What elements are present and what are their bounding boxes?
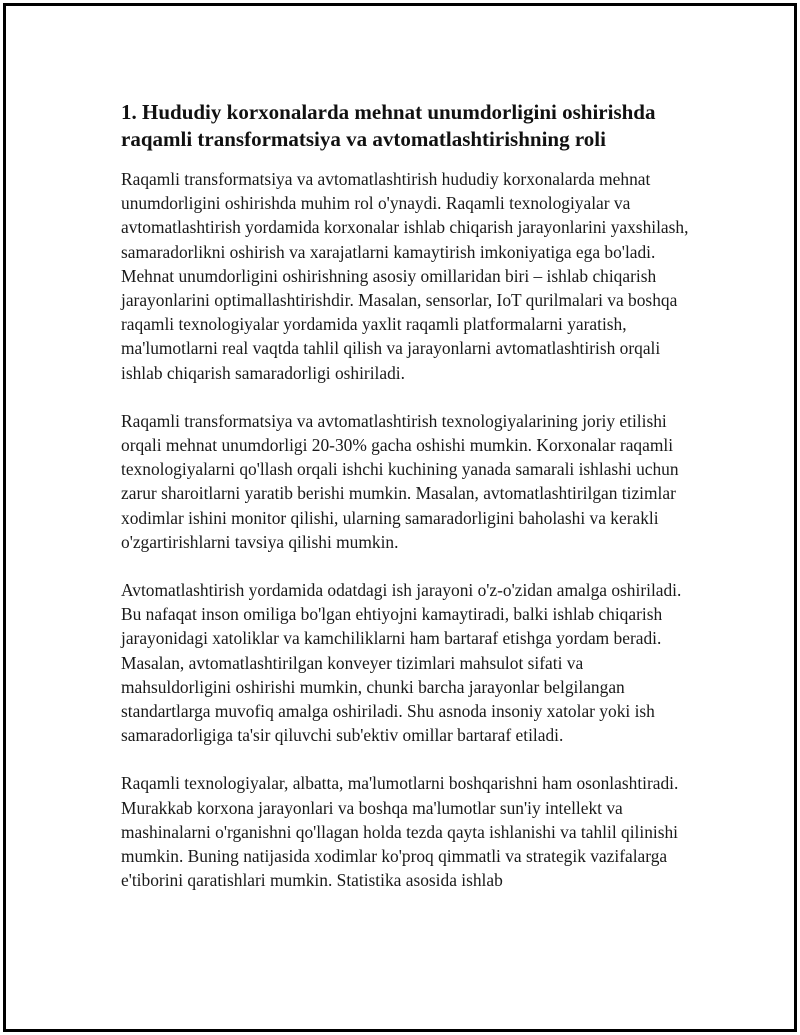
paragraph-2: Raqamli transformatsiya va avtomatlashtirish texnologiyalarining joriy etilishi orqali mehnat unumdorligi 20-30% gacha oshishi mumkin. Korxonalar raqamli texnologiyalarni qo'llash orqali ishchi kuchining yanada samarali ishlashi uchun zarur sharoitlarni yaratib berishi mumkin. Masalan, avtomatlashtirilgan tizimlar xodimlar ishini monitor qilishi, ularning samaradorligini baholashi va kerakli o'zgartirishlarni tavsiya qilishi mumkin. — [121, 410, 679, 552]
document-body — [121, 99, 696, 916]
paragraph-4: Raqamli texnologiyalar, albatta, ma'lumotlarni boshqarishni ham osonlashtiradi. Murakkab korxona jarayonlari va boshqa ma'lumotlar sun'iy intellekt va mashinalarni o'rganishni qo'llagan holda tezda qayta ishlanishi va tahlil qilinishi mumkin. Buning natijasida xodimlar ko'proq qimmatli va strategik vazifalarga e'tiborini qaratishlari mumkin. Statistika asosida ishlab — [121, 773, 679, 891]
paragraph-3: Avtomatlashtirish yordamida odatdagi ish jarayoni o'z-o'zidan amalga oshiriladi. Bu nafaqat inson omiliga bo'lgan ehtiyojni kamaytiradi, balki ishlab chiqarish jarayonidagi xatoliklar va kamchiliklarni ham bartaraf etishga yordam beradi. Masalan, avtomatlashtirilgan konveyer tizimlari mahsulot sifati va mahsuldorligini oshirishi mumkin, chunki barcha jarayonlar belgilangan standartlarga muvofiq amalga oshiriladi. Shu asnoda insoniy xatolar yoki ish samaradorligiga ta'sir qiluvchi sub'ektiv omillar bartaraf etiladi. — [121, 580, 682, 746]
section-heading: 1. Hududiy korxonalarda mehnat unumdorligini oshirishda raqamli transformatsiya va avtomatlashtirishning roli — [121, 100, 656, 151]
page-frame — [3, 3, 797, 1032]
paragraph-1: Raqamli transformatsiya va avtomatlashtirish hududiy korxonalarda mehnat unumdorligini oshirishda muhim rol o'ynaydi. Raqamli texnologiyalar va avtomatlashtirish yordamida korxonalar ishlab chiqarish jarayonlarini yaxshilash, samaradorlikni oshirish va xarajatlarni kamaytirish imkoniyatiga ega bo'ladi. Mehnat unumdorligini oshirishning asosiy omillaridan biri – ishlab chiqarish jarayonlarini optimallashtirishdir. Masalan, sensorlar, IoT qurilmalari va boshqa raqamli texnologiyalar yordamida yaxlit raqamli platformalarni yaratish, ma'lumotlarni real vaqtda tahlil qilish va jarayonlarni avtomatlashtirish orqali ishlab chiqarish samaradorligi oshiriladi. — [121, 169, 689, 383]
